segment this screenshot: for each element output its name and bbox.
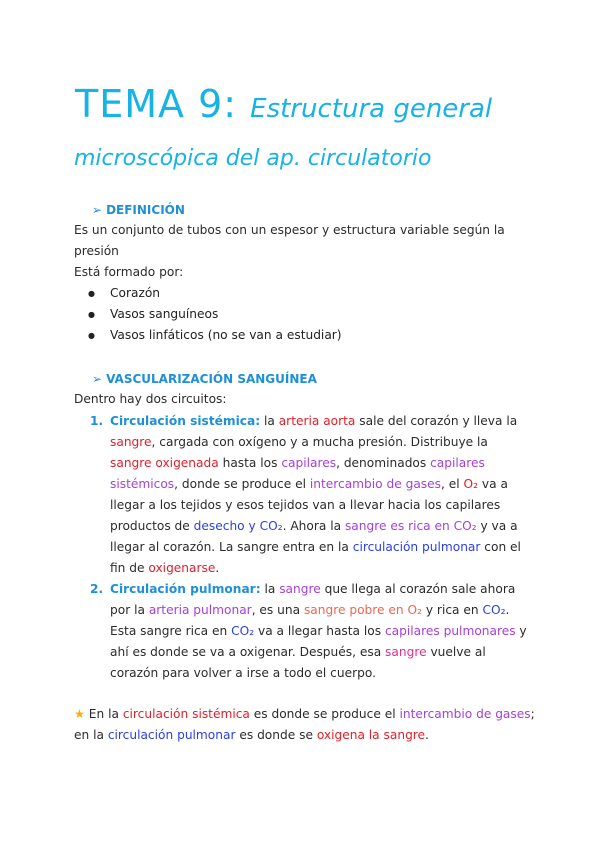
highlight-term: capilares sistémicos: [110, 456, 485, 491]
list-item: ● Vasos sanguíneos: [88, 304, 342, 325]
highlight-term: circulación pulmonar: [107, 728, 236, 742]
highlight-term: oxigenarse: [148, 561, 216, 575]
list-item: ● Vasos linfáticos (no se van a estudiar): [88, 325, 342, 346]
summary-note: [74, 704, 544, 746]
text-run: En la: [84, 707, 123, 721]
highlight-term: desecho y CO₂: [193, 519, 283, 533]
arrow-icon: ➢: [92, 203, 103, 217]
highlight-term: intercambio de gases: [309, 477, 442, 491]
text-run: la: [260, 414, 279, 428]
highlight-term: arteria pulmonar: [148, 603, 252, 617]
text-run: vuelve al corazón para volver a irse a todo el cuerpo.: [110, 645, 486, 680]
text-run: .: [215, 561, 220, 575]
circuits-intro: Dentro hay dos circuitos:: [74, 392, 227, 406]
title-subtitle: Estructura general: [250, 94, 493, 124]
highlight-term: capilares pulmonares: [384, 624, 516, 638]
item-number: 2.: [90, 582, 104, 596]
text-run: , donde se produce el: [174, 477, 310, 491]
components-list: [88, 283, 342, 346]
highlight-term: CO₂: [231, 624, 255, 638]
text-run: , cargada con oxígeno y a mucha presión. Distribuye la: [151, 435, 488, 449]
title-main: TEMA 9:: [75, 82, 251, 126]
item-number: 1.: [90, 414, 104, 428]
highlight-term: arteria aorta: [278, 414, 356, 428]
highlight-term: oxigena la sangre: [316, 728, 426, 742]
text-run: es donde se: [235, 728, 317, 742]
highlight-term: sangre: [110, 435, 152, 449]
highlight-term: sangre es rica en CO₂: [344, 519, 477, 533]
highlight-term: CO₂: [482, 603, 506, 617]
definition-text: Es un conjunto de tubos con un espesor y estructura variable según la presión: [74, 223, 505, 258]
highlight-term: sangre oxigenada: [110, 456, 219, 470]
text-run: que llega al corazón sale ahora por la: [110, 582, 516, 617]
text-run: ; en la: [74, 707, 535, 742]
text-run: sale del corazón y lleva la: [355, 414, 518, 428]
text-run: la: [260, 582, 280, 596]
formed-by-text: Está formado por:: [74, 265, 184, 279]
highlight-term: O₂: [463, 477, 479, 491]
circuits-list: [90, 411, 530, 684]
highlight-term: sangre pobre en O₂: [303, 603, 422, 617]
section-heading-definicion: [92, 203, 185, 217]
highlight-term: sangre: [385, 645, 427, 659]
highlight-term: sangre: [279, 582, 321, 596]
text-run: y ahí es donde se va a oxigenar. Después, esa: [110, 624, 527, 659]
heading-text: DEFINICIÓN: [106, 203, 185, 217]
list-item-pulmonary: [90, 579, 530, 684]
text-run: , el: [441, 477, 464, 491]
text-run: . Ahora la: [282, 519, 345, 533]
highlight-term: circulación pulmonar: [352, 540, 481, 554]
list-item: ● Corazón: [88, 283, 342, 304]
item-label: Circulación pulmonar:: [110, 582, 261, 596]
section-heading-vascularizacion: [92, 372, 317, 386]
list-item-systemic: [90, 411, 530, 579]
title-line-2: microscópica del ap. circulatorio: [74, 146, 432, 171]
highlight-term: intercambio de gases: [399, 707, 531, 721]
arrow-icon: ➢: [92, 372, 103, 386]
text-run: va a llegar a los tejidos y esos tejidos van a llevar hacia los capilares productos de: [110, 477, 508, 533]
text-run: y rica en: [421, 603, 483, 617]
text-run: hasta los: [218, 456, 282, 470]
highlight-term: circulación sistémica: [122, 707, 250, 721]
item-label: Circulación sistémica:: [110, 414, 261, 428]
highlight-term: capilares: [281, 456, 337, 470]
star-icon: ★: [74, 707, 85, 721]
heading-text: VASCULARIZACIÓN SANGUÍNEA: [106, 372, 317, 386]
text-run: .: [425, 728, 429, 742]
page-title: [75, 80, 492, 133]
text-run: , denominados: [336, 456, 431, 470]
text-run: , es una: [251, 603, 304, 617]
text-run: con el fin de: [110, 540, 521, 575]
text-run: va a llegar hasta los: [254, 624, 385, 638]
text-run: es donde se produce el: [249, 707, 400, 721]
text-run: . Esta sangre rica en: [110, 603, 510, 638]
text-run: y va a llegar al corazón. La sangre entra en la: [110, 519, 518, 554]
